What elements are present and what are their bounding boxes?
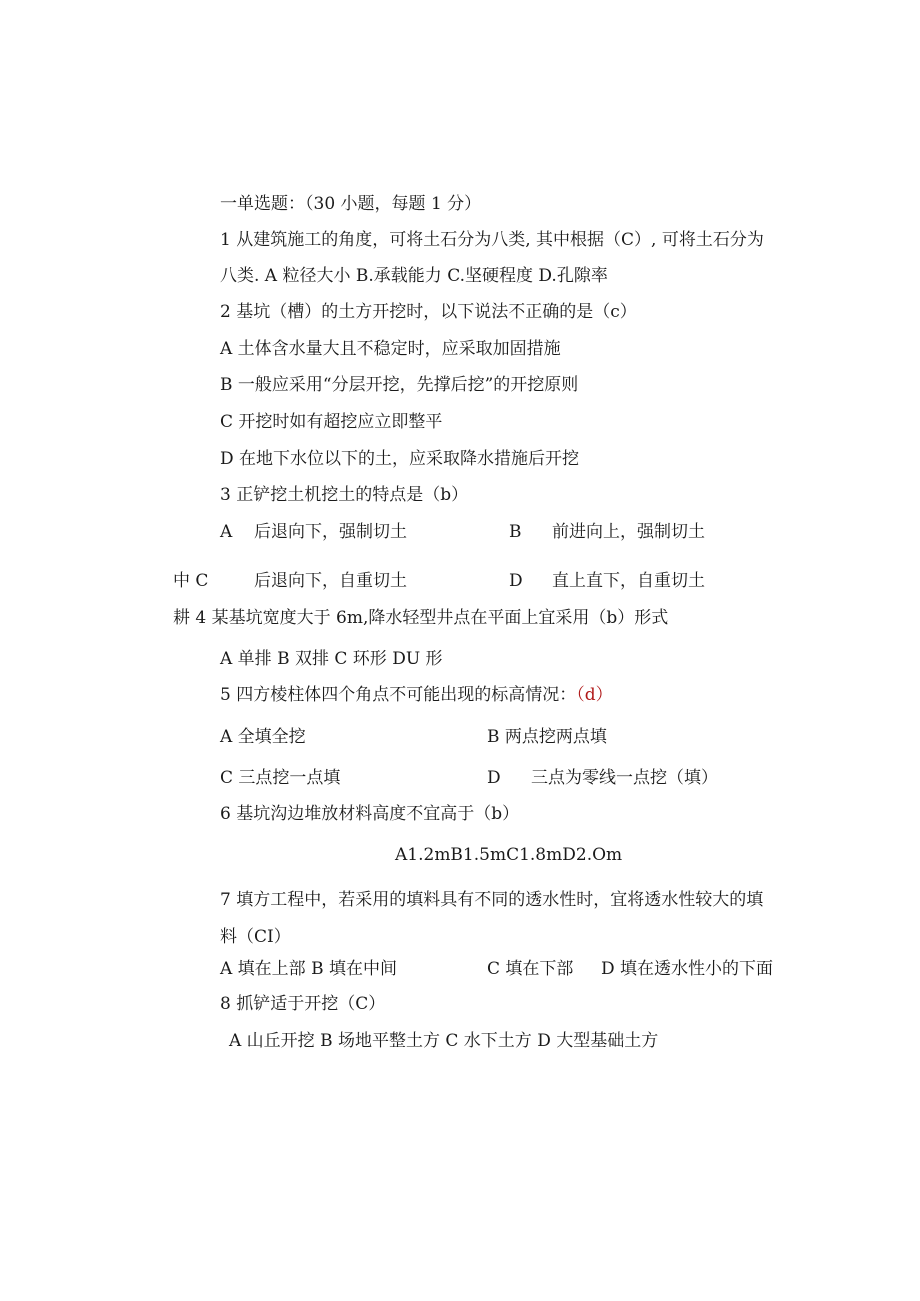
question-4-options: A 单排 B 双排 C 环形 DU 形 — [220, 649, 443, 669]
question-7-options-ab: A 填在上部 B 填在中间 — [220, 959, 397, 979]
question-5-option-d-text: 三点为零线一点挖（填） — [531, 768, 718, 788]
question-6-options: A1.2mB1.5mC1.8mD2.Om — [395, 845, 623, 865]
question-3-option-c-text: 后退向下，自重切土 — [254, 571, 407, 591]
question-1-line-1: 1 从建筑施工的角度，可将土石分为八类, 其中根据（C）, 可将土石分为 — [220, 230, 764, 250]
question-5-option-a: A 全填全挖 — [220, 727, 306, 747]
question-3-option-c-prefix: 中 C — [173, 571, 209, 591]
question-2-option-a: A 土体含水量大且不稳定时，应采取加固措施 — [220, 339, 561, 359]
question-5-option-d-letter: D — [487, 768, 501, 788]
question-5-option-c: C 三点挖一点填 — [220, 768, 341, 788]
question-7-line-2: 料（CI） — [220, 927, 291, 947]
question-8-options: A 山丘开挖 B 场地平整土方 C 水下土方 D 大型基础土方 — [229, 1031, 659, 1051]
question-3-option-b-letter: B — [509, 522, 522, 542]
question-5-stem — [220, 684, 613, 706]
question-3-option-b-text: 前进向上，强制切土 — [552, 522, 705, 542]
question-2-option-d: D 在地下水位以下的土，应采取降水措施后开挖 — [220, 449, 580, 469]
question-7-option-c: C 填在下部 — [487, 959, 574, 979]
question-2-option-c: C 开挖时如有超挖应立即整平 — [220, 412, 443, 432]
question-2-stem: 2 基坑（槽）的土方开挖时，以下说法不正确的是（c） — [220, 302, 637, 322]
section-heading: 一单选题：（30 小题，每题 1 分） — [220, 194, 482, 214]
question-3-stem: 3 正铲挖土机挖土的特点是（b） — [220, 485, 469, 505]
question-5-answer: （d） — [576, 685, 613, 705]
question-3-option-a-text: 后退向下，强制切土 — [254, 522, 407, 542]
question-3-option-a-letter: A — [220, 522, 233, 542]
question-4-stem: 耕 4 某基坑宽度大于 6m,降水轻型井点在平面上宜采用（b）形式 — [173, 608, 669, 628]
question-5-option-b: B 两点挖两点填 — [487, 727, 607, 747]
question-7-option-d: D 填在透水性小的下面 — [601, 959, 774, 979]
question-2-option-b: B 一般应采用“分层开挖，先撑后挖”的开挖原则 — [220, 375, 579, 395]
question-5-stem-text: 5 四方棱柱体四个角点不可能出现的标高情况： — [220, 685, 577, 705]
question-7-line-1: 7 填方工程中，若采用的填料具有不同的透水性时，宜将透水性较大的填 — [220, 890, 764, 910]
question-6-stem: 6 基坑沟边堆放材料高度不宜高于（b） — [220, 804, 520, 824]
question-3-option-d-text: 直上直下，自重切土 — [552, 571, 705, 591]
question-1-line-2: 八类. A 粒径大小 B.承载能力 C.坚硬程度 D.孔隙率 — [220, 266, 608, 286]
question-8-stem: 8 抓铲适于开挖（C） — [220, 994, 386, 1014]
question-3-option-d-letter: D — [509, 571, 523, 591]
